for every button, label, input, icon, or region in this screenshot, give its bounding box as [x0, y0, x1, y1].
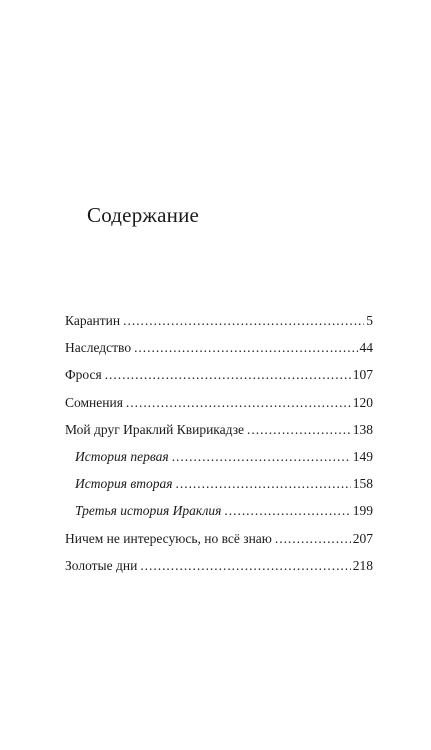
- toc-page-number: 44: [359, 340, 373, 356]
- toc-leader-dots: [134, 340, 357, 356]
- toc-page-number: 5: [366, 313, 373, 328]
- table-of-contents: [65, 313, 373, 585]
- toc-entry[interactable]: [65, 531, 373, 558]
- toc-entry[interactable]: [65, 313, 373, 340]
- toc-entry-title: Третья история Ираклия: [75, 503, 222, 519]
- toc-page-number: 199: [352, 503, 373, 519]
- toc-leader-dots: [247, 422, 351, 438]
- toc-entry-title: Сомнения: [65, 394, 123, 410]
- toc-entry-title: Мой друг Ираклий Квирикадзе: [65, 421, 245, 437]
- toc-entry[interactable]: [65, 340, 373, 367]
- toc-page-number: 120: [352, 394, 373, 410]
- toc-entry[interactable]: [65, 395, 373, 422]
- toc-leader-dots: [105, 367, 351, 383]
- toc-entry[interactable]: [65, 367, 373, 394]
- toc-leader-dots: [275, 531, 351, 547]
- toc-subentry[interactable]: [65, 449, 373, 476]
- toc-page-number: 107: [352, 367, 373, 383]
- toc-leader-dots: [140, 558, 350, 574]
- toc-page-number: 207: [352, 530, 373, 546]
- toc-leader-dots: [172, 449, 351, 465]
- toc-page-number: 138: [352, 421, 373, 437]
- toc-entry-title: Карантин: [65, 313, 121, 328]
- toc-entry-title: Наследство: [65, 340, 132, 356]
- toc-page-number: 149: [352, 448, 373, 464]
- page-title: Содержание: [87, 203, 200, 227]
- toc-entry-title: Золотые дни: [65, 557, 138, 573]
- toc-entry-title: История первая: [75, 448, 169, 464]
- toc-entry[interactable]: [65, 558, 373, 585]
- toc-leader-dots: [126, 395, 351, 411]
- toc-leader-dots: [123, 313, 364, 329]
- toc-entry[interactable]: [65, 422, 373, 449]
- toc-entry-title: История вторая: [75, 476, 173, 492]
- toc-leader-dots: [224, 503, 350, 519]
- toc-entry-title: Ничем не интересуюсь, но всё знаю: [65, 530, 272, 546]
- toc-subentry[interactable]: [65, 476, 373, 503]
- toc-leader-dots: [176, 476, 351, 492]
- toc-subentry[interactable]: [65, 503, 373, 530]
- toc-page-number: 158: [352, 476, 373, 492]
- toc-page-number: 218: [352, 557, 373, 573]
- toc-entry-title: Фрося: [65, 367, 102, 383]
